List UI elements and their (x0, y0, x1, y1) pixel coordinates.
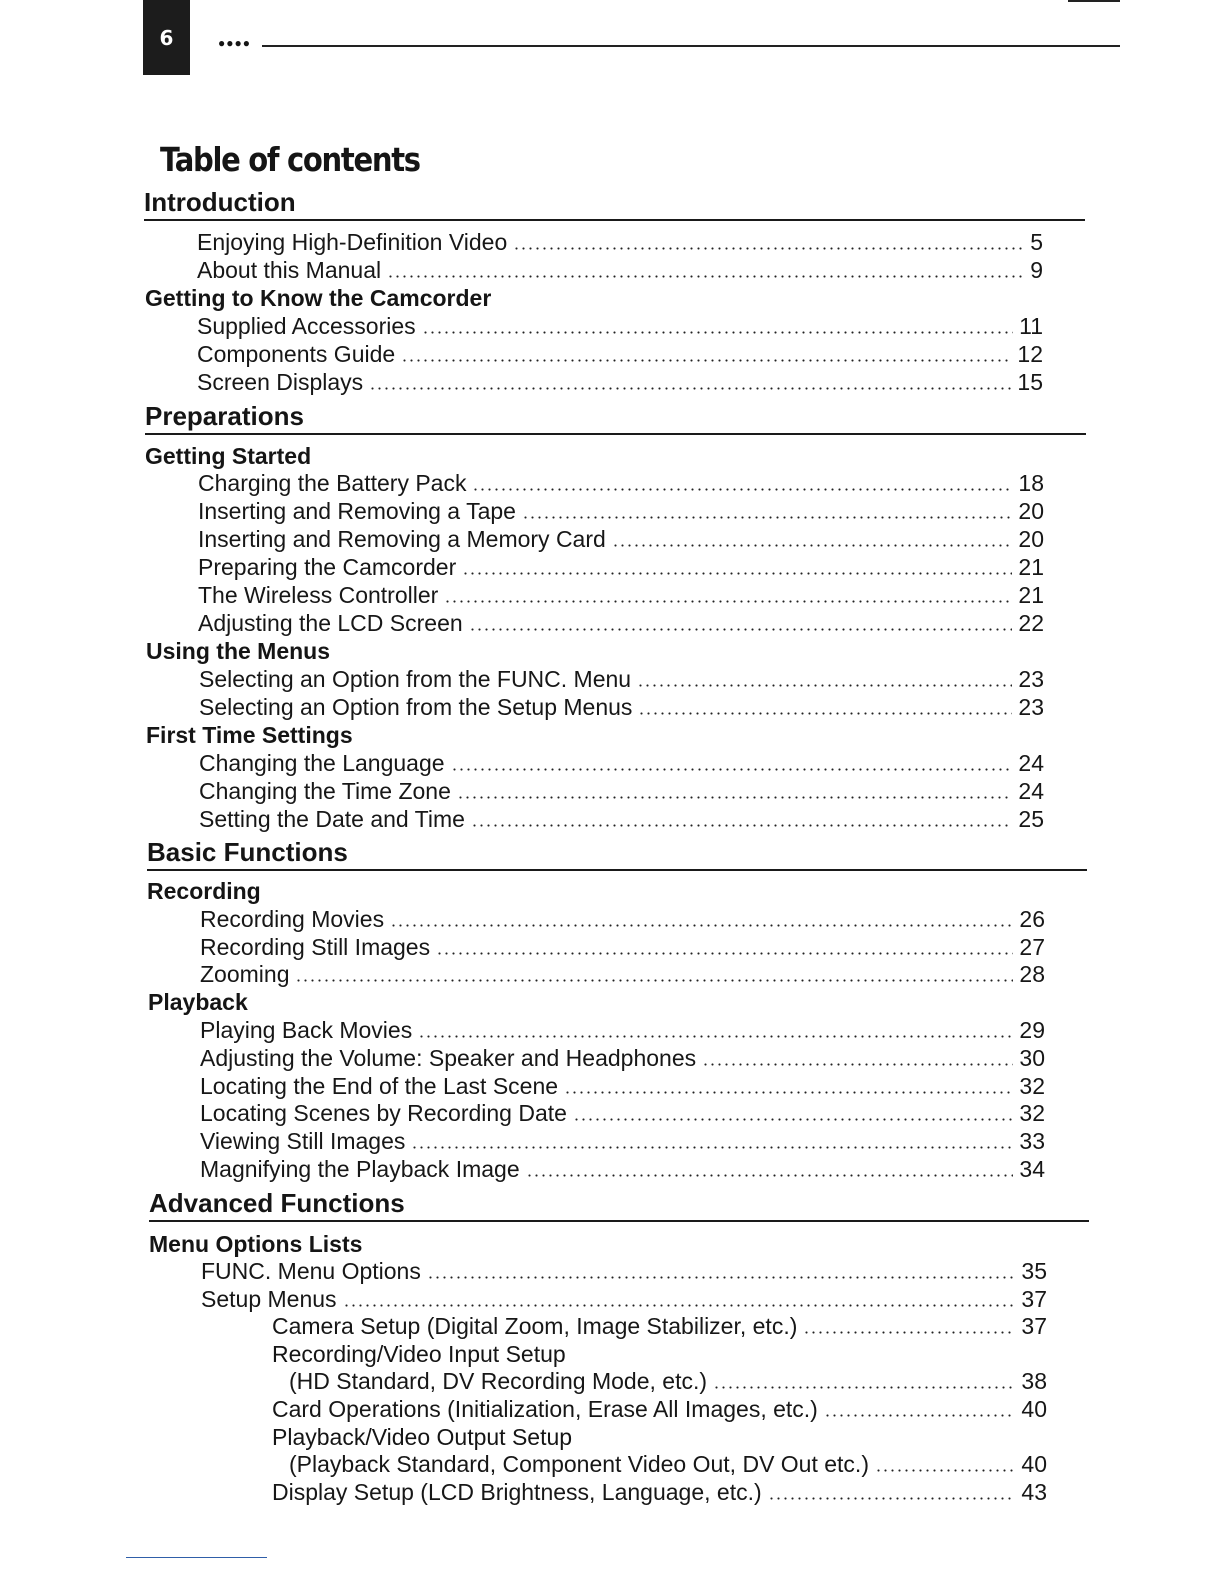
dot-leader (418, 1035, 1013, 1038)
subheading-getting-started: Getting Started (145, 443, 312, 469)
entry-page: 40 (1021, 1396, 1047, 1422)
toc-entry[interactable] (199, 806, 1044, 832)
toc-entry[interactable] (198, 498, 1044, 524)
toc-entry[interactable] (197, 341, 1043, 367)
entry-title: Display Setup (LCD Brightness, Language, etc.) (272, 1479, 762, 1505)
entry-title: Camera Setup (Digital Zoom, Image Stabilizer, etc.) (272, 1313, 798, 1339)
dot-leader (803, 1331, 1015, 1334)
entry-title: The Wireless Controller (198, 582, 439, 608)
subheading-playback: Playback (148, 989, 248, 1015)
toc-entry[interactable] (197, 369, 1043, 395)
dot-leader (824, 1414, 1016, 1417)
dot-leader (768, 1497, 1016, 1500)
entry-title: (Playback Standard, Component Video Out, DV Out etc.) (289, 1451, 869, 1477)
entry-page: 26 (1019, 906, 1045, 932)
toc-entry[interactable] (198, 526, 1044, 552)
entry-title: Components Guide (197, 341, 396, 367)
dot-leader (444, 600, 1012, 603)
entry-page: 15 (1017, 369, 1043, 395)
page-number: 6 (159, 25, 174, 50)
entry-title: Setting the Date and Time (199, 806, 465, 832)
dot-leader (638, 712, 1012, 715)
entry-page: 23 (1018, 666, 1044, 692)
entry-title: Changing the Time Zone (199, 778, 451, 804)
toc-entry[interactable] (198, 610, 1044, 636)
entry-page: 27 (1019, 934, 1045, 960)
toc-entry[interactable] (198, 470, 1044, 496)
toc-entry[interactable] (289, 1368, 1047, 1394)
entry-title: Locating Scenes by Recording Date (200, 1100, 567, 1126)
toc-entry[interactable] (199, 778, 1044, 804)
dot-leader (573, 1118, 1013, 1121)
toc-entry[interactable] (197, 313, 1043, 339)
dot-leader (472, 488, 1012, 491)
entry-page: 25 (1018, 806, 1044, 832)
toc-entry[interactable] (200, 961, 1045, 987)
toc-entry[interactable] (200, 1045, 1045, 1071)
entry-title: Recording Still Images (200, 934, 431, 960)
entry-page: 37 (1021, 1286, 1047, 1312)
entry-title: Adjusting the LCD Screen (198, 610, 463, 636)
entry-title: Setup Menus (201, 1286, 337, 1312)
toc-entry[interactable] (200, 906, 1045, 932)
entry-page: 34 (1019, 1156, 1045, 1182)
dot-leader (526, 1174, 1014, 1177)
subheading-recording: Recording (147, 878, 261, 904)
dot-leader (462, 572, 1012, 575)
dot-leader (471, 824, 1012, 827)
subheading-first-time-settings: First Time Settings (146, 722, 353, 748)
entry-page: 30 (1019, 1045, 1045, 1071)
entry-title-first-line: Recording/Video Input Setup (272, 1341, 566, 1367)
toc-entry[interactable] (199, 750, 1044, 776)
entry-page: 38 (1021, 1368, 1047, 1394)
toc-entry[interactable] (200, 1128, 1045, 1154)
entry-title-first-line: Playback/Video Output Setup (272, 1424, 573, 1450)
entry-title: FUNC. Menu Options (201, 1258, 421, 1284)
entry-title: Magnifying the Playback Image (200, 1156, 520, 1182)
toc-entry[interactable] (200, 1073, 1045, 1099)
dot-leader (564, 1091, 1013, 1094)
toc-entry[interactable] (201, 1286, 1047, 1312)
dot-leader (713, 1386, 1015, 1389)
entry-page: 11 (1019, 313, 1043, 339)
dot-leader (422, 331, 1013, 334)
dot-leader (513, 247, 1024, 250)
entry-page: 20 (1018, 526, 1044, 552)
entry-title: Card Operations (Initialization, Erase All Images, etc.) (272, 1396, 818, 1422)
entry-page: 20 (1018, 498, 1044, 524)
section-heading-basic-functions: Basic Functions (147, 837, 1087, 871)
section-heading-introduction: Introduction (144, 187, 1085, 221)
entry-page: 29 (1019, 1017, 1045, 1043)
dot-leader (401, 359, 1011, 362)
entry-page: 5 (1030, 229, 1043, 255)
dot-leader (436, 952, 1013, 955)
section-heading-preparations: Preparations (145, 401, 1086, 435)
toc-entry[interactable] (272, 1396, 1047, 1422)
entry-page: 23 (1018, 694, 1044, 720)
toc-entry[interactable] (198, 554, 1044, 580)
entry-title: Inserting and Removing a Tape (198, 498, 516, 524)
entry-page: 32 (1019, 1073, 1045, 1099)
entry-page: 21 (1018, 582, 1044, 608)
dot-leader (390, 924, 1013, 927)
toc-entry[interactable] (197, 257, 1043, 283)
entry-page: 40 (1021, 1451, 1047, 1477)
dot-leader (411, 1146, 1013, 1149)
entry-title: Enjoying High-Definition Video (197, 229, 508, 255)
dot-leader (522, 516, 1012, 519)
entry-title: Recording Movies (200, 906, 385, 932)
entry-title: Locating the End of the Last Scene (200, 1073, 559, 1099)
dot-leader (469, 628, 1013, 631)
entry-page: 21 (1018, 554, 1044, 580)
subheading-using-menus: Using the Menus (146, 638, 331, 664)
toc-entry[interactable] (199, 666, 1044, 692)
entry-title: (HD Standard, DV Recording Mode, etc.) (289, 1368, 708, 1394)
entry-title: Adjusting the Volume: Speaker and Headphones (200, 1045, 697, 1071)
dot-leader (343, 1304, 1016, 1307)
entry-title: Playing Back Movies (200, 1017, 413, 1043)
dot-leader (457, 796, 1013, 799)
entry-page: 37 (1021, 1313, 1047, 1339)
entry-page: 24 (1018, 778, 1044, 804)
footer-rule (126, 1557, 267, 1558)
toc-entry[interactable] (200, 1100, 1045, 1126)
entry-page: 33 (1019, 1128, 1045, 1154)
entry-title: Viewing Still Images (200, 1128, 406, 1154)
toc-entry[interactable] (272, 1479, 1047, 1505)
entry-title: Supplied Accessories (197, 313, 416, 339)
entry-title: Zooming (200, 961, 290, 987)
toc-entry[interactable] (197, 229, 1043, 255)
entry-page: 28 (1019, 961, 1045, 987)
subheading-getting-to-know: Getting to Know the Camcorder (145, 285, 492, 311)
entry-title: Inserting and Removing a Memory Card (198, 526, 606, 552)
entry-page: 24 (1018, 750, 1044, 776)
entry-page: 9 (1030, 257, 1043, 283)
toc-entry[interactable] (289, 1451, 1047, 1477)
toc-entry[interactable] (199, 694, 1044, 720)
entry-title: Changing the Language (199, 750, 445, 776)
dot-leader (369, 387, 1011, 390)
entry-page: 32 (1019, 1100, 1045, 1126)
dot-leader (387, 275, 1024, 278)
entry-title: Selecting an Option from the FUNC. Menu (199, 666, 632, 692)
toc-entry[interactable] (201, 1258, 1047, 1284)
toc-entry[interactable] (200, 934, 1045, 960)
entry-page: 18 (1018, 470, 1044, 496)
header-dots: ●●●● (218, 36, 251, 50)
dot-leader (295, 979, 1013, 982)
dot-leader (875, 1469, 1015, 1472)
dot-leader (451, 768, 1013, 771)
entry-title: Preparing the Camcorder (198, 554, 457, 580)
entry-page: 35 (1021, 1258, 1047, 1284)
section-heading-advanced-functions: Advanced Functions (149, 1188, 1089, 1222)
subheading-menu-options-lists: Menu Options Lists (149, 1231, 363, 1257)
entry-title: About this Manual (197, 257, 382, 283)
toc-entry[interactable] (198, 582, 1044, 608)
entry-title: Charging the Battery Pack (198, 470, 467, 496)
entry-page: 43 (1021, 1479, 1047, 1505)
entry-page: 22 (1018, 610, 1044, 636)
entry-title: Screen Displays (197, 369, 364, 395)
toc-entry[interactable] (272, 1313, 1047, 1339)
entry-page: 12 (1017, 341, 1043, 367)
dot-leader (702, 1063, 1013, 1066)
dot-leader (427, 1276, 1016, 1279)
dot-leader (612, 544, 1013, 547)
entry-title: Selecting an Option from the Setup Menus (199, 694, 633, 720)
page-title: Table of contents (160, 140, 420, 179)
toc-entry[interactable] (200, 1017, 1045, 1043)
toc-entry[interactable] (200, 1156, 1045, 1182)
dot-leader (637, 684, 1012, 687)
